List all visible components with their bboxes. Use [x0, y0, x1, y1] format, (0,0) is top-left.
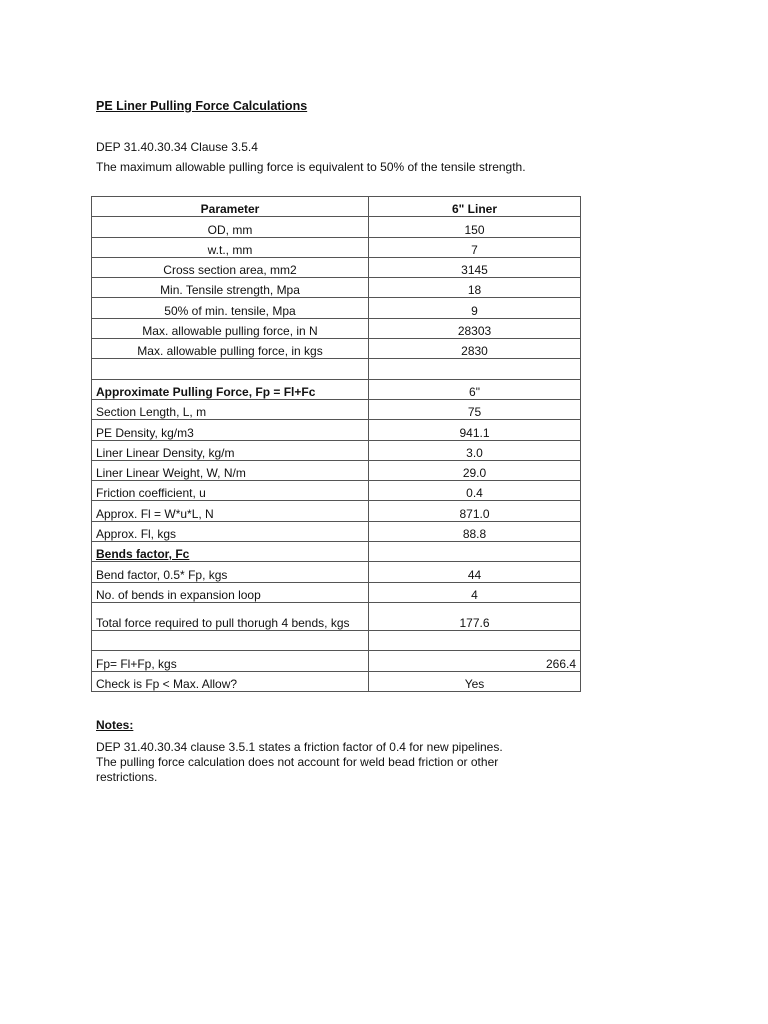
- section-header-approx: [92, 379, 581, 399]
- row-label: Total force required to pull thorugh 4 bends, kgs: [92, 602, 369, 630]
- row-value: 4: [369, 582, 581, 602]
- header-liner: 6" Liner: [369, 197, 581, 217]
- row-value: 2830: [369, 339, 581, 359]
- empty-cell: [92, 630, 369, 650]
- table-row: [92, 562, 581, 582]
- notes-body: [96, 740, 526, 785]
- approx-label: Approximate Pulling Force, Fp = Fl+Fc: [92, 379, 369, 399]
- table-row: [92, 237, 581, 257]
- table-row: [92, 582, 581, 602]
- total-value: 266.4: [369, 651, 581, 671]
- table-row: [92, 339, 581, 359]
- row-label: Liner Linear Weight, W, N/m: [92, 460, 369, 480]
- empty-cell: [369, 359, 581, 379]
- table-row: [92, 399, 581, 419]
- row-value: 177.6: [369, 602, 581, 630]
- table-row: [92, 298, 581, 318]
- row-value: 0.4: [369, 481, 581, 501]
- empty-row: [92, 630, 581, 650]
- row-label: Max. allowable pulling force, in N: [92, 318, 369, 338]
- check-label: Check is Fp < Max. Allow?: [92, 671, 369, 691]
- row-label: PE Density, kg/m3: [92, 420, 369, 440]
- table-row: [92, 460, 581, 480]
- row-label: Approx. Fl, kgs: [92, 521, 369, 541]
- row-value: 941.1: [369, 420, 581, 440]
- row-value: 9: [369, 298, 581, 318]
- table-row: [92, 318, 581, 338]
- row-value: 75: [369, 399, 581, 419]
- row-label: 50% of min. tensile, Mpa: [92, 298, 369, 318]
- total-label: Fp= Fl+Fp, kgs: [92, 651, 369, 671]
- row-label: Cross section area, mm2: [92, 257, 369, 277]
- row-label: Section Length, L, m: [92, 399, 369, 419]
- approx-value: 6": [369, 379, 581, 399]
- row-label: Friction coefficient, u: [92, 481, 369, 501]
- row-value: 29.0: [369, 460, 581, 480]
- total-row: [92, 651, 581, 671]
- row-value: 88.8: [369, 521, 581, 541]
- check-row: [92, 671, 581, 691]
- row-value: 3.0: [369, 440, 581, 460]
- note-line: DEP 31.40.30.34 clause 3.5.1 states a friction factor of 0.4 for new pipelines.: [96, 740, 503, 754]
- row-label: Bend factor, 0.5* Fp, kgs: [92, 562, 369, 582]
- empty-row: [92, 359, 581, 379]
- row-label: Max. allowable pulling force, in kgs: [92, 339, 369, 359]
- row-value: 44: [369, 562, 581, 582]
- table-row: [92, 278, 581, 298]
- header-parameter: Parameter: [92, 197, 369, 217]
- reference-clause: DEP 31.40.30.34 Clause 3.5.4: [96, 140, 258, 154]
- row-value: 7: [369, 237, 581, 257]
- row-value: 150: [369, 217, 581, 237]
- section-header-bends: [92, 542, 581, 562]
- row-label: Min. Tensile strength, Mpa: [92, 278, 369, 298]
- row-label: Liner Linear Density, kg/m: [92, 440, 369, 460]
- intro-text: The maximum allowable pulling force is equivalent to 50% of the tensile strength.: [96, 160, 526, 174]
- document-title: PE Liner Pulling Force Calculations: [96, 99, 308, 113]
- row-label: OD, mm: [92, 217, 369, 237]
- table-row: [92, 420, 581, 440]
- empty-cell: [92, 359, 369, 379]
- bends-label: Bends factor, Fc: [92, 542, 369, 562]
- row-value: 28303: [369, 318, 581, 338]
- table-row: [92, 440, 581, 460]
- table-row: [92, 521, 581, 541]
- empty-cell: [369, 630, 581, 650]
- table-header-row: [92, 197, 581, 217]
- check-value: Yes: [369, 671, 581, 691]
- empty-cell: [369, 542, 581, 562]
- row-value: 871.0: [369, 501, 581, 521]
- table-row: [92, 257, 581, 277]
- notes-title: Notes:: [96, 718, 134, 732]
- row-value: 3145: [369, 257, 581, 277]
- row-value: 18: [369, 278, 581, 298]
- row-label: No. of bends in expansion loop: [92, 582, 369, 602]
- calculation-table: [91, 196, 581, 692]
- table-row: [92, 602, 581, 630]
- table-row: [92, 501, 581, 521]
- table-row: [92, 481, 581, 501]
- row-label: Approx. Fl = W*u*L, N: [92, 501, 369, 521]
- row-label: w.t., mm: [92, 237, 369, 257]
- note-line: The pulling force calculation does not account for weld bead friction or other restrictions.: [96, 755, 499, 784]
- table-row: [92, 217, 581, 237]
